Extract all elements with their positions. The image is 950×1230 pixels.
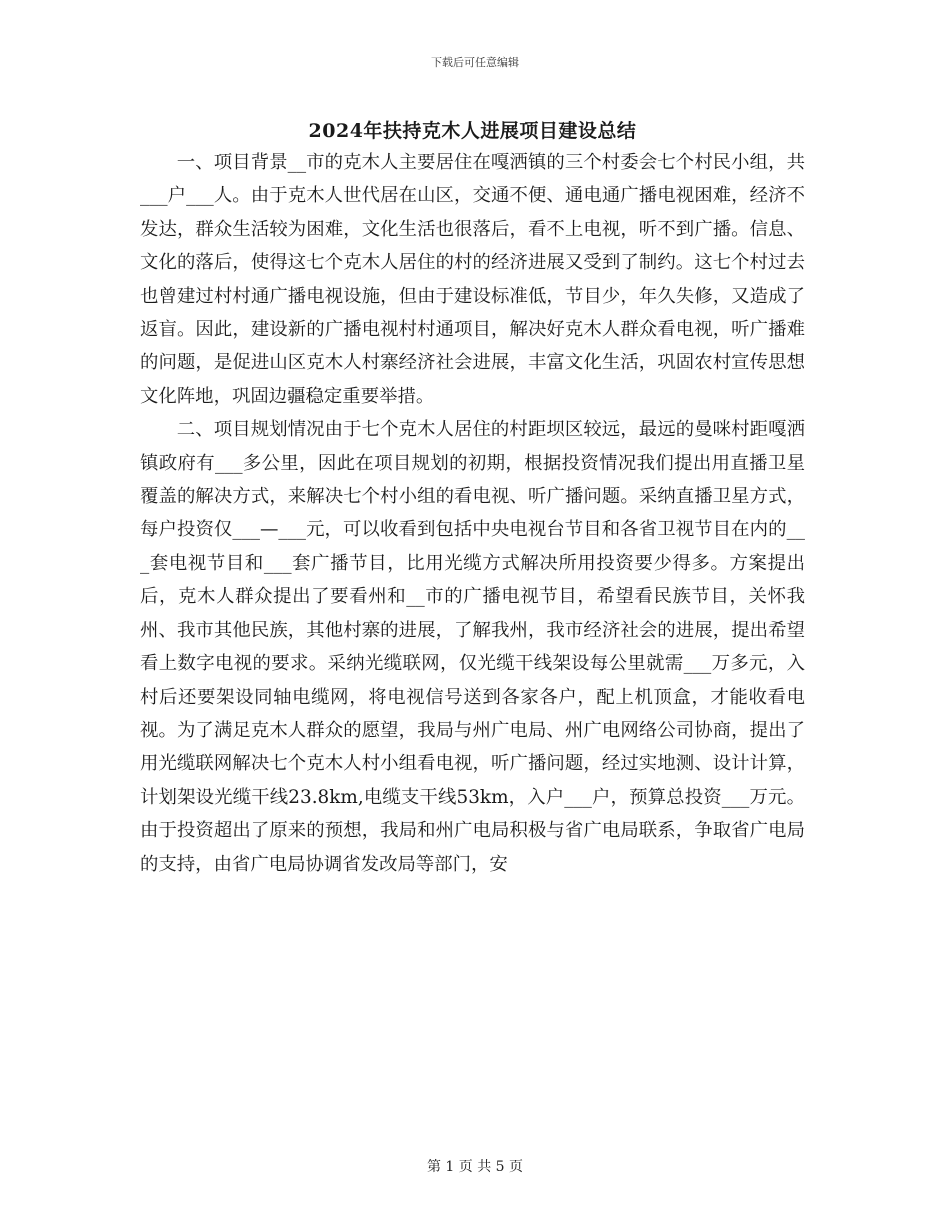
document-title: 2024年扶持克木人进展项目建设总结 <box>308 120 637 142</box>
page-number: 第 1 页 共 5 页 <box>426 1159 524 1175</box>
document-body <box>140 146 805 881</box>
header-note: 下载后可任意编辑 <box>431 56 519 69</box>
paragraph-project-planning: 二、项目规划情况由于七个克木人居住的村距坝区较远，最远的曼咪村距嘎洒镇政府有___多公里，因此在项目规划的初期，根据投资情况我们提出用直播卫星覆盖的解决方式，来解决七个村小组的看电视、听广播问题。采纳直播卫星方式，每户投资仅___—___元，可以收看到包括中央电视台节目和各省卫视节目在内的___套电视节目和___套广播节目，比用光缆方式解决所用投资要少得多。方案提出后，克木人群众提出了要看州和__市的广播电视节目，希望看民族节目，关怀我州、我市其他民族，其他村寨的进展，了解我州，我市经济社会的进展，提出希望看上数字电视的要求。采纳光缆联网，仅光缆干线架设每公里就需___万多元，入村后还要架设同轴电缆网，将电视信号送到各家各户，配上机顶盒，才能收看电视。为了满足克木人群众的愿望，我局与州广电局、州广电网络公司协商，提出了用光缆联网解决七个克木人村小组看电视，听广播问题，经过实地测、设计计算，计划架设光缆干线23.8km,电缆支干线53km，入户___户，预算总投资___万元。由于投资超出了原来的预想，我局和州广电局积极与省广电局联系，争取省广电局的支持，由省广电局协调省发改局等部门，安 <box>140 419 805 875</box>
paragraph-project-background: 一、项目背景__市的克木人主要居住在嘎洒镇的三个村委会七个村民小组，共___户___人。由于克木人世代居在山区，交通不便、通电通广播电视困难，经济不发达，群众生活较为困难，文化生活也很落后，看不上电视，听不到广播。信息、文化的落后，使得这七个克木人居住的村的经济进展又受到了制约。这七个村过去也曾建过村村通广播电视设施，但由于建设标准低，节目少，年久失修，又造成了返盲。因此，建设新的广播电视村村通项目，解决好克木人群众看电视，听广播难的问题，是促进山区克木人村寨经济社会进展，丰富文化生活，巩固农村宣传思想文化阵地，巩固边疆稳定重要举措。 <box>140 152 805 407</box>
